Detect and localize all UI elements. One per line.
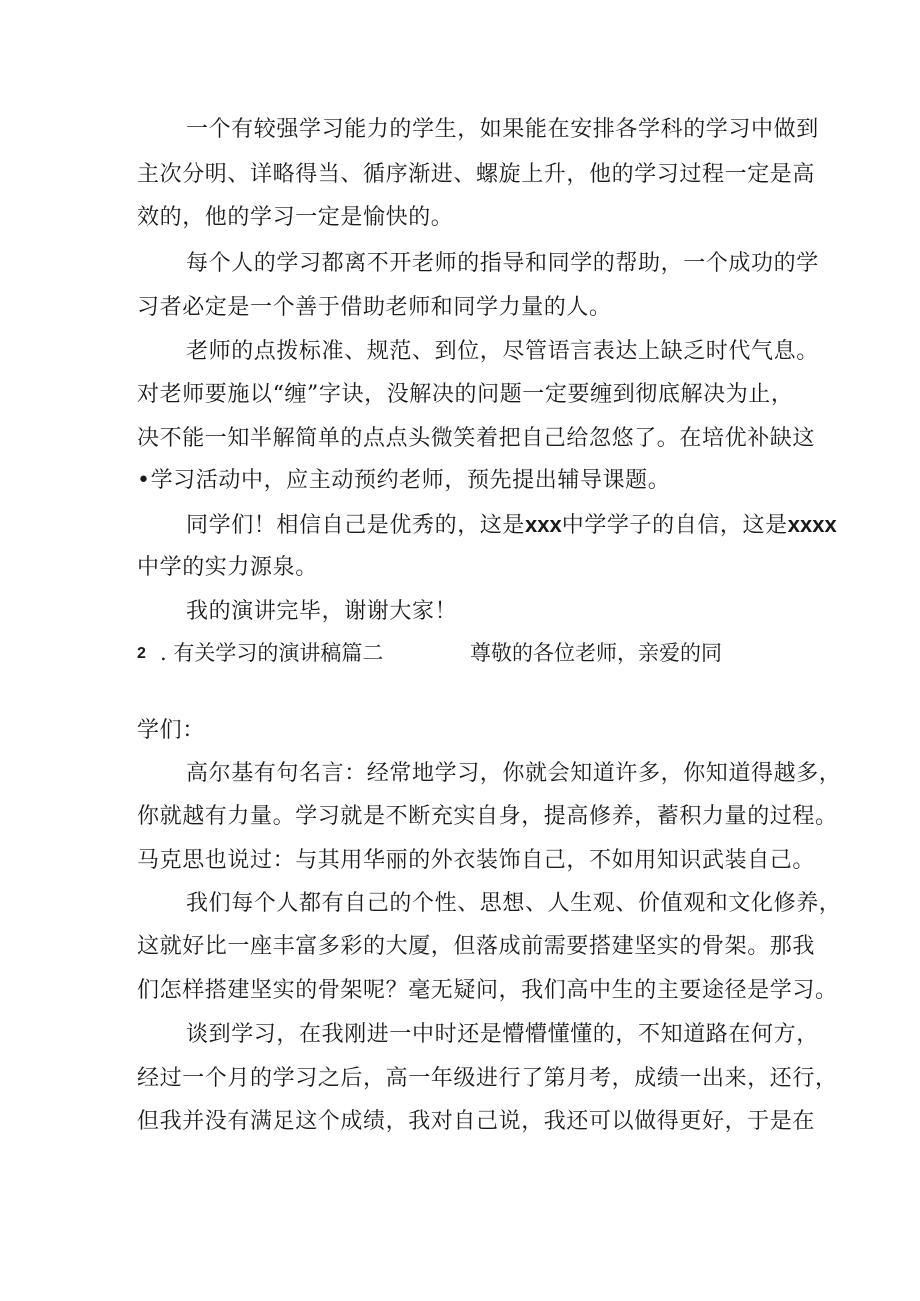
section-2-paragraph-1-line-2: 你就越有力量。学习就是不断充实自身，提高修养，蓄积力量的过程。 [137,804,838,829]
section-heading-greeting: 尊敬的各位老师，亲爱的同 [470,641,722,665]
paragraph-4-text-a: 同学们！相信自己是优秀的，这是 [186,513,526,538]
paragraph-3-line-4: •学习活动中，应主动预约老师，预先提出辅导课题。 [137,468,671,493]
section-heading-number: 2 [137,645,146,662]
paragraph-3-line-2: 对老师要施以“缠”字诀，没解决的问题一定要缠到彻底解决为止， [137,382,794,407]
section-2-paragraph-2-line-2: 这就好比一座丰富多彩的大厦，但落成前需要搭建坚实的骨架。那我 [137,934,816,959]
section-2-paragraph-1-line-1: 高尔基有句名言：经常地学习，你就会知道许多，你知道得越多， [186,761,842,786]
paragraph-2-line-2: 习者必定是一个善于借助老师和同学力量的人。 [137,295,612,320]
section-2-paragraph-3-line-2: 经过一个月的学习之后，高一年级进行了第月考，成绩一出来，还行， [137,1066,838,1091]
paragraph-4-text-c: 中学学子的自信，这是 [561,513,788,538]
section-2-paragraph-3-line-1: 谈到学习，在我刚进一中时还是懵懵懂懂的，不知道路在何方， [186,1022,819,1047]
paragraph-1-line-3: 效的，他的学习一定是愉快的。 [137,205,454,230]
section-2-paragraph-1-line-3: 马克思也说过：与其用华丽的外衣装饰自己，不如用知识武装自己。 [137,848,816,873]
section-2-paragraph-3-line-3: 但我并没有满足这个成绩，我对自己说，我还可以做得更好，于是在 [137,1109,816,1134]
paragraph-5: 我的演讲完毕，谢谢大家！ [186,599,458,624]
school-placeholder-2: xxxx [787,512,837,537]
paragraph-1-line-1: 一个有较强学习能力的学生，如果能在安排各学科的学习中做到 [186,117,819,142]
paragraph-3-line-1: 老师的点拨标准、规范、到位，尽管语言表达上缺乏时代气息。 [186,339,819,364]
paragraph-4-line-2: 中学的实力源泉。 [137,555,318,580]
section-2-greeting-cont: 学们： [137,718,205,743]
school-placeholder-1: xxx [525,512,562,537]
paragraph-3-line-3: 决不能一知半解简单的点点头微笑着把自己给忽悠了。在培优补缺这 [137,426,816,451]
paragraph-4-line-1 [186,510,837,541]
paragraph-1-line-2: 主次分明、详略得当、循序渐进、螺旋上升，他的学习过程一定是高 [137,162,816,187]
section-heading-title: . 有关学习的演讲稿篇二 [160,641,384,665]
section-2-paragraph-2-line-1: 我们每个人都有自己的个性、思想、人生观、价值观和文化修养， [186,891,842,916]
paragraph-2-line-1: 每个人的学习都离不开老师的指导和同学的帮助，一个成功的学 [186,251,819,276]
section-2-paragraph-2-line-3: 们怎样搭建坚实的骨架呢？毫无疑问，我们高中生的主要途径是学习。 [137,978,838,1003]
